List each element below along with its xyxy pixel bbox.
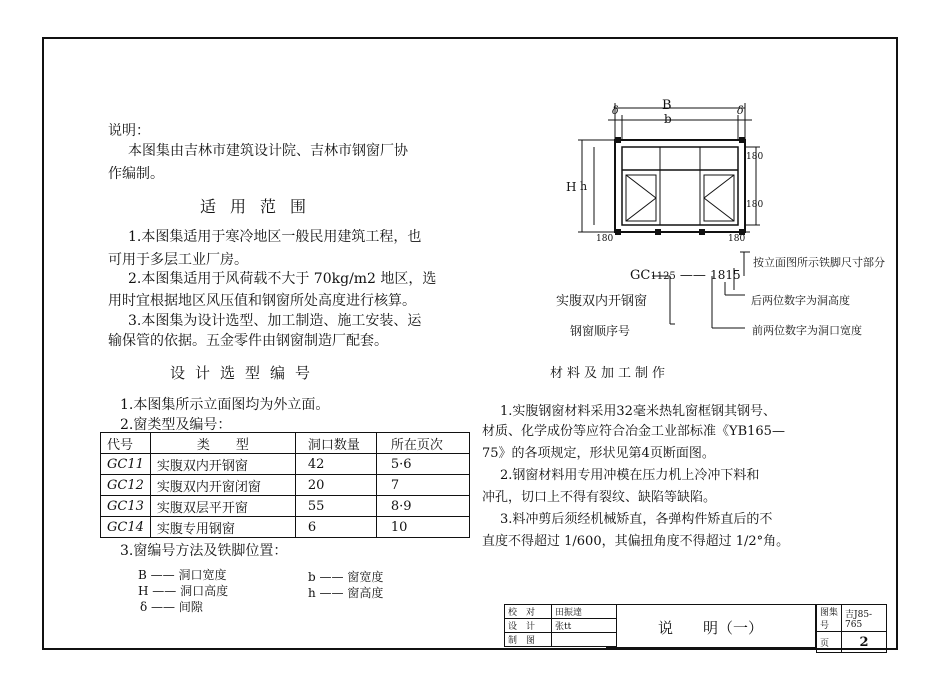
table-header-cell: 类 型 <box>150 433 295 454</box>
signature-label: 制 图 <box>505 633 552 647</box>
scope-line-5: 3.本图集为设计选型、加工制造、施工安装、运 <box>128 313 422 329</box>
table-cell: 7 <box>376 475 469 496</box>
legend-item: δ —— 间隙 <box>140 600 203 614</box>
scope-line-3: 2.本图集适用于风荷载不大于 70kg/m2 地区，选 <box>128 271 437 287</box>
annotation-iron-foot: 按立面图所示铁脚尺寸部分 <box>753 256 885 269</box>
table-cell: 20 <box>295 475 376 496</box>
scope-line-6: 输保管的依据。五金零件由钢窗制造厂配套。 <box>108 333 388 349</box>
materials-line-1: 1.实腹钢窗材料采用32毫米热轧窗框钢其钢号、 <box>500 404 776 419</box>
table-row <box>101 475 470 496</box>
table-cell: 42 <box>295 454 376 475</box>
selection-line-2: 2.窗类型及编号： <box>120 417 232 433</box>
table-cell: 8·9 <box>376 496 469 517</box>
intro-line-2: 作编制。 <box>108 166 164 182</box>
dim-delta-right: δ <box>737 104 744 117</box>
signature-value: 田振達 <box>552 605 617 619</box>
table-row <box>101 454 470 475</box>
materials-line-7: 直度不得超过 1/600，其偏扭角度不得超过 1/2°角。 <box>482 534 790 549</box>
scope-line-1: 1.本图集适用于寒冷地区一般民用建筑工程，也 <box>128 229 422 245</box>
annotation-window-type: 实腹双内开钢窗 <box>556 294 648 309</box>
table-cell: 5·6 <box>376 454 469 475</box>
notes-heading: 说明： <box>108 123 150 139</box>
title-block-title-cell <box>606 604 816 648</box>
scope-line-4: 用时宜根据地区风压值和钢窗所处高度进行核算。 <box>108 293 416 309</box>
table-header-row <box>101 433 470 454</box>
dim-180-right-top: 180 <box>746 152 764 162</box>
code-label: 图集号 <box>817 605 842 632</box>
table-cell: 实腹专用钢窗 <box>150 517 295 538</box>
dim-180-bottom-left: 180 <box>596 234 614 244</box>
table-cell: 10 <box>376 517 469 538</box>
dim-h-upper: H <box>566 180 577 194</box>
title-block-signatures <box>504 604 617 647</box>
signature-value: 张tt <box>552 619 617 633</box>
dim-180-right-bottom: 180 <box>746 200 764 210</box>
scope-heading: 适用范围 <box>200 197 321 216</box>
table-cell: 实腹双内开窗闭窗 <box>150 475 295 496</box>
intro-line-1: 本图集由吉林市建筑设计院、吉林市钢窗厂协 <box>128 143 408 159</box>
table-cell: GC13 <box>101 496 151 517</box>
annotation-width-digits: 前两位数字为洞口宽度 <box>752 324 862 337</box>
table-cell: 实腹双内开钢窗 <box>150 454 295 475</box>
dim-delta-left: δ <box>612 104 619 117</box>
annotation-sequence: 钢窗顺序号 <box>570 324 631 338</box>
dim-b-lower: b <box>664 112 672 126</box>
selection-line-1: 1.本图集所示立面图均为外立面。 <box>120 397 330 413</box>
dim-b-upper: B <box>662 98 672 113</box>
window-type-table <box>100 432 470 538</box>
window-code: GC1125 —— 1815 <box>630 268 741 283</box>
page-number: 2 <box>842 632 887 653</box>
table-header-cell: 所在页次 <box>376 433 469 454</box>
dim-h-lower: h <box>580 180 588 193</box>
annotation-height-digits: 后两位数字为洞高度 <box>751 294 850 307</box>
atlas-code: 吉J85-765 <box>842 605 887 632</box>
table-cell: GC11 <box>101 454 151 475</box>
scope-line-2: 可用于多层工业厂房。 <box>108 252 248 268</box>
legend-item: H —— 洞口高度 <box>138 584 229 598</box>
table-row <box>101 496 470 517</box>
window-elevation-diagram <box>560 90 890 350</box>
signature-label: 设 计 <box>505 619 552 633</box>
table-cell: 55 <box>295 496 376 517</box>
page-label: 页 <box>817 632 842 653</box>
table-cell: GC14 <box>101 517 151 538</box>
table-cell: 实腹双层平开窗 <box>150 496 295 517</box>
sheet-title: 说 明（一） <box>657 619 763 637</box>
legend-item: B —— 洞口宽度 <box>138 568 227 582</box>
dim-180-bottom-right: 180 <box>728 234 746 244</box>
selection-heading: 设计选型编号 <box>170 364 321 382</box>
legend-item: b —— 窗宽度 <box>308 570 384 584</box>
table-row <box>101 517 470 538</box>
table-cell: GC12 <box>101 475 151 496</box>
table-header-cell: 代号 <box>101 433 151 454</box>
materials-line-2: 材质、化学成份等应符合冶金工业部标准《YB165— <box>482 424 785 439</box>
materials-line-6: 3.料冲剪后须经机械矫直，各弹构件矫直后的不 <box>500 512 773 527</box>
materials-heading: 材料及加工制作 <box>550 366 670 381</box>
title-block-codes <box>816 604 887 653</box>
materials-line-3: 75》的各项规定，形状见第4页断面图。 <box>482 446 715 461</box>
table-cell: 6 <box>295 517 376 538</box>
materials-line-5: 冲孔，切口上不得有裂纹、缺陷等缺陷。 <box>482 490 717 505</box>
legend-item: h —— 窗高度 <box>308 586 384 600</box>
selection-line-3: 3.窗编号方法及铁脚位置： <box>120 543 288 559</box>
materials-line-4: 2.钢窗材料用专用冲模在压力机上冷冲下料和 <box>500 468 760 483</box>
table-header-cell: 洞口数量 <box>295 433 376 454</box>
signature-label: 校 对 <box>505 605 552 619</box>
